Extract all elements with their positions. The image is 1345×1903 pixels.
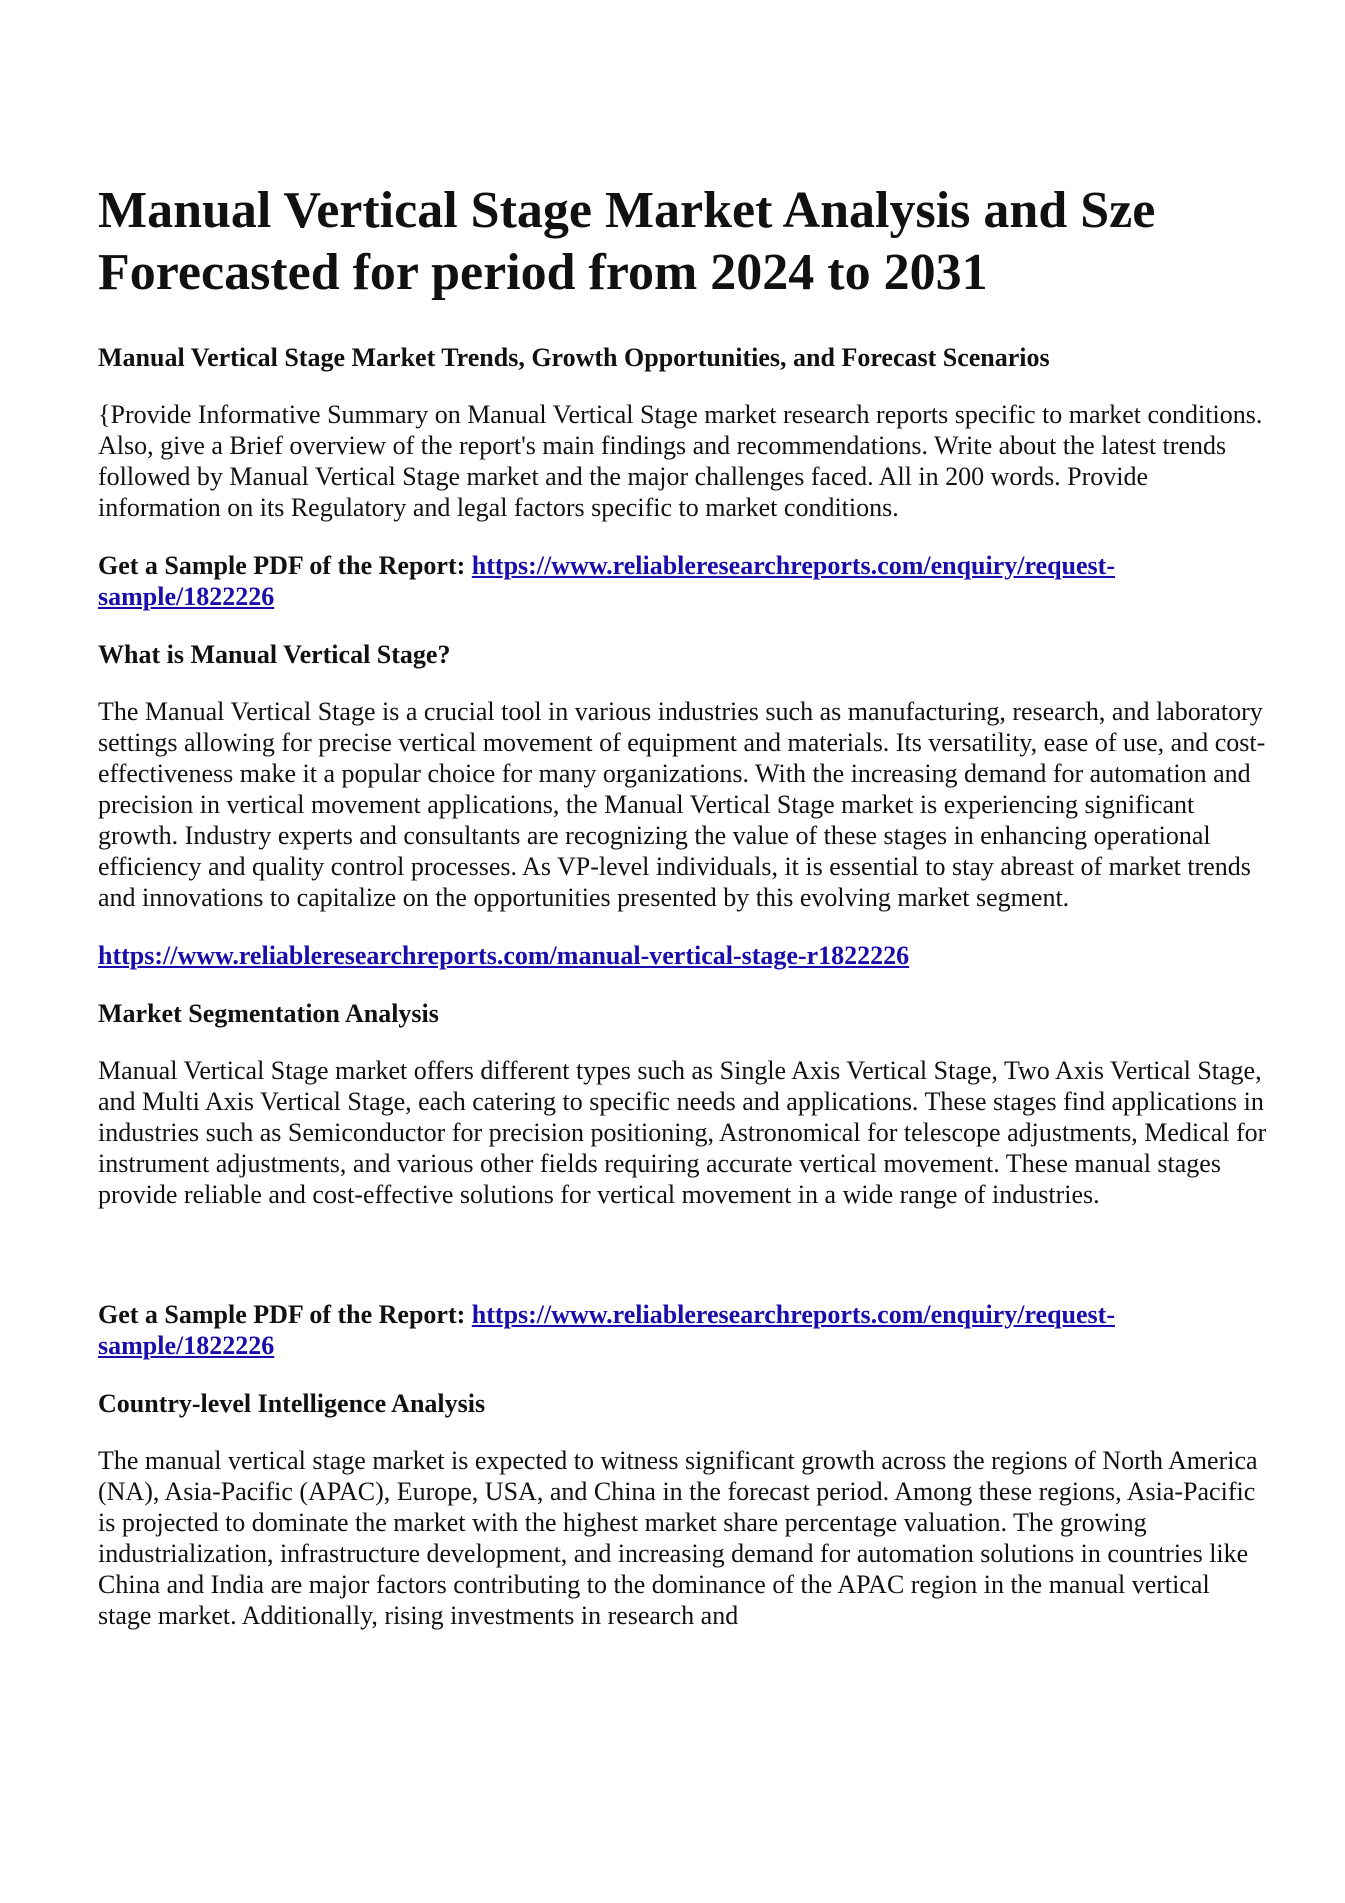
what-is-paragraph: The Manual Vertical Stage is a crucial tool in various industries such as manufacturing, research, and laboratory settings allowing for precise vertical movement of equipment and materials. Its versatility, ease of use, and cost-effectiveness make it a popular choice for many organizations. With the increasing demand for automation and precision in vertical movement applications, the Manual Vertical Stage market is experiencing significant growth. Industry experts and consultants are recognizing the value of these stages in enhancing operational efficiency and quality control processes. As VP-level individuals, it is essential to stay abreast of market trends and innovations to capitalize on the opportunities presented by this evolving market segment. xyxy=(98,697,1266,912)
sample-pdf-label-2: Get a Sample PDF of the Report: xyxy=(98,1300,472,1329)
sample-pdf-link-2[interactable]: https://www.reliableresearchreports.com/enquiry/request-sample/1822226 xyxy=(98,1300,1115,1360)
sample-pdf-label-1: Get a Sample PDF of the Report: xyxy=(98,551,472,580)
segmentation-heading: Market Segmentation Analysis xyxy=(98,999,439,1028)
report-link-line xyxy=(98,940,1268,971)
sample-pdf-line-1 xyxy=(98,550,1268,612)
what-is-heading: What is Manual Vertical Stage? xyxy=(98,640,451,669)
spacer xyxy=(98,1237,1268,1299)
sample-pdf-line-2 xyxy=(98,1299,1268,1361)
country-paragraph: The manual vertical stage market is expected to witness significant growth across the regions of North America (NA), Asia-Pacific (APAC), Europe, USA, and China in the forecast period. Among these regions, Asia-Pacific is projected to dominate the market with the highest market share percentage valuation. The growing industrialization, infrastructure development, and increasing demand for automation solutions in countries like China and India are major factors contributing to the dominance of the APAC region in the manual vertical stage market. Additionally, rising investments in research and xyxy=(98,1446,1258,1630)
segmentation-paragraph: Manual Vertical Stage market offers different types such as Single Axis Vertical Stage, Two Axis Vertical Stage, and Multi Axis Vertical Stage, each catering to specific needs and applications. These stages find applications in industries such as Semiconductor for precision positioning, Astronomical for telescope adjustments, Medical for instrument adjustments, and various other fields requiring accurate vertical movement. These manual stages provide reliable and cost-effective solutions for vertical movement in a wide range of industries. xyxy=(98,1056,1267,1209)
document-page xyxy=(98,180,1268,1658)
document-subtitle: Manual Vertical Stage Market Trends, Growth Opportunities, and Forecast Scenarios xyxy=(98,343,1050,372)
sample-pdf-link-1[interactable]: https://www.reliableresearchreports.com/enquiry/request-sample/1822226 xyxy=(98,551,1115,611)
country-heading: Country-level Intelligence Analysis xyxy=(98,1389,486,1418)
report-link[interactable]: https://www.reliableresearchreports.com/manual-vertical-stage-r1822226 xyxy=(98,941,910,970)
intro-paragraph: {Provide Informative Summary on Manual Vertical Stage market research reports specific to market conditions. Also, give a Brief overview of the report's main findings and recommendations. Write about the latest trends followed by Manual Vertical Stage market and the major challenges faced. All in 200 words. Provide information on its Regulatory and legal factors specific to market conditions. xyxy=(98,400,1263,522)
document-title: Manual Vertical Stage Market Analysis and Sze Forecasted for period from 2024 to 2031 xyxy=(98,182,1156,301)
